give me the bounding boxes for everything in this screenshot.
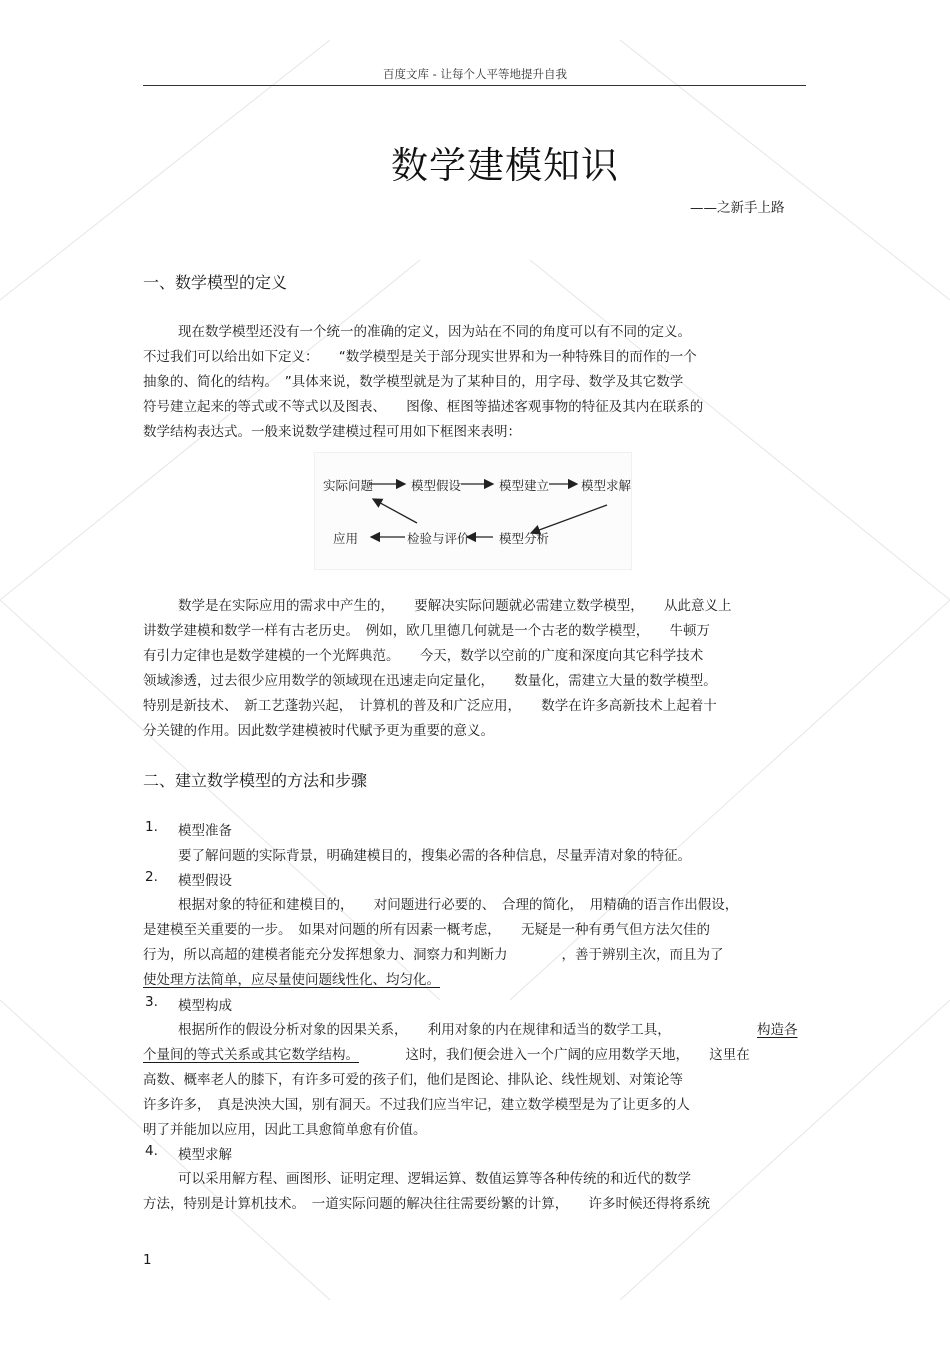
item-4-title: 模型求解 (178, 1147, 232, 1163)
para-line: 根据对象的特征和建模目的， 对问题进行必要的、 合理的简化， 用精确的语言作出假设， (178, 897, 739, 913)
para-line: 领域渗透，过去很少应用数学的领域现在迅速走向定量化， 数量化，需建立大量的数学模型。 (143, 673, 717, 689)
para-line: 数学结构表达式。一般来说数学建模过程可用如下框图来表明： (143, 424, 521, 440)
page-header: 百度文库 - 让每个人平等地提升自我 (383, 67, 567, 81)
item-3-number: 3. (145, 994, 158, 1010)
item-2-title: 模型假设 (178, 873, 232, 889)
document-title: 数学建模知识 (391, 144, 619, 187)
diagram-arrows (315, 453, 631, 569)
para-line: 讲数学建模和数学一样有古老历史。 例如，欧几里德几何就是一个古老的数学模型， 牛顿万 (143, 623, 710, 639)
para-line: 现在数学模型还没有一个统一的准确的定义，因为站在不同的角度可以有不同的定义。 (178, 324, 691, 340)
item-3-title: 模型构成 (178, 998, 232, 1014)
section-1-heading: 一、数学模型的定义 (143, 273, 288, 292)
underlined-line: 使处理方法简单，应尽量使问题线性化、均匀化。 (143, 972, 440, 988)
para-line: 抽象的、简化的结构。 ”具体来说，数学模型就是为了某种目的，用字母、数学及其它数学 (143, 374, 684, 390)
item-2-number: 2. (145, 869, 158, 885)
node-model-solving: 模型求解 (581, 478, 632, 493)
para-line: 这时，我们便会进入一个广阔的应用数学天地， 这里在 (392, 1047, 750, 1063)
document-subtitle: ——之新手上路 (690, 200, 785, 216)
item-4-number: 4. (145, 1143, 158, 1159)
para-line: 可以采用解方程、画图形、证明定理、逻辑运算、数值运算等各种传统的和近代的数学 (178, 1171, 691, 1187)
node-model-analysis: 模型分析 (499, 531, 550, 546)
para-line: 分关键的作用。因此数学建模被时代赋予更为重要的意义。 (143, 723, 494, 739)
item-1-number: 1. (145, 819, 158, 835)
node-actual-problem: 实际问题 (323, 478, 374, 493)
para-line: 要了解问题的实际背景，明确建模目的，搜集必需的各种信息，尽量弄清对象的特征。 (178, 848, 691, 864)
item-1-title: 模型准备 (178, 823, 232, 839)
para-line: 是建模至关重要的一步。 如果对问题的所有因素一概考虑， 无疑是一种有勇气但方法欠佳的 (143, 922, 710, 938)
para-line: 不过我们可以给出如下定义： “数学模型是关于部分现实世界和为一种特殊目的而作的一个 (143, 349, 697, 365)
para-line: 数学是在实际应用的需求中产生的， 要解决实际问题就必需建立数学模型， 从此意义上 (178, 598, 732, 614)
section-2-heading: 二、建立数学模型的方法和步骤 (143, 771, 368, 790)
para-line: 方法，特别是计算机技术。 一道实际问题的解决往往需要纷繁的计算， 许多时候还得将系统 (143, 1196, 710, 1212)
underlined-phrase: 构造各 (757, 1022, 798, 1038)
para-line: 高数、概率老人的膝下，有许多可爱的孩子们，他们是图论、排队论、线性规划、对策论等 (143, 1072, 683, 1088)
node-model-assumption: 模型假设 (411, 478, 462, 493)
para-line: 许多许多， 真是泱泱大国，别有洞天。不过我们应当牢记，建立数学模型是为了让更多的人 (143, 1097, 690, 1113)
node-application: 应用 (333, 531, 359, 546)
para-line: 特别是新技术、 新工艺蓬勃兴起， 计算机的普及和广泛应用， 数学在许多高新技术上起着十 (143, 698, 717, 714)
modeling-process-diagram (314, 452, 632, 570)
para-line: 明了并能加以应用，因此工具愈简单愈有价值。 (143, 1122, 427, 1138)
para-line: 根据所作的假设分析对象的因果关系， 利用对象的内在规律和适当的数学工具， (178, 1022, 691, 1038)
para-line: 行为，所以高超的建模者能充分发挥想象力、洞察力和判断力 ，善于辨别主次，而且为了 (143, 947, 724, 963)
page-number: 1 (143, 1252, 152, 1268)
header-rule (143, 85, 806, 86)
node-verification: 检验与评价 (407, 531, 470, 546)
underlined-phrase: 个量间的等式关系或其它数学结构。 (143, 1047, 359, 1063)
para-line: 符号建立起来的等式或不等式以及图表、 图像、框图等描述客观事物的特征及其内在联系的 (143, 399, 704, 415)
node-model-building: 模型建立 (499, 478, 550, 493)
para-line: 有引力定律也是数学建模的一个光辉典范。 今天，数学以空前的广度和深度向其它科学技术 (143, 648, 704, 664)
